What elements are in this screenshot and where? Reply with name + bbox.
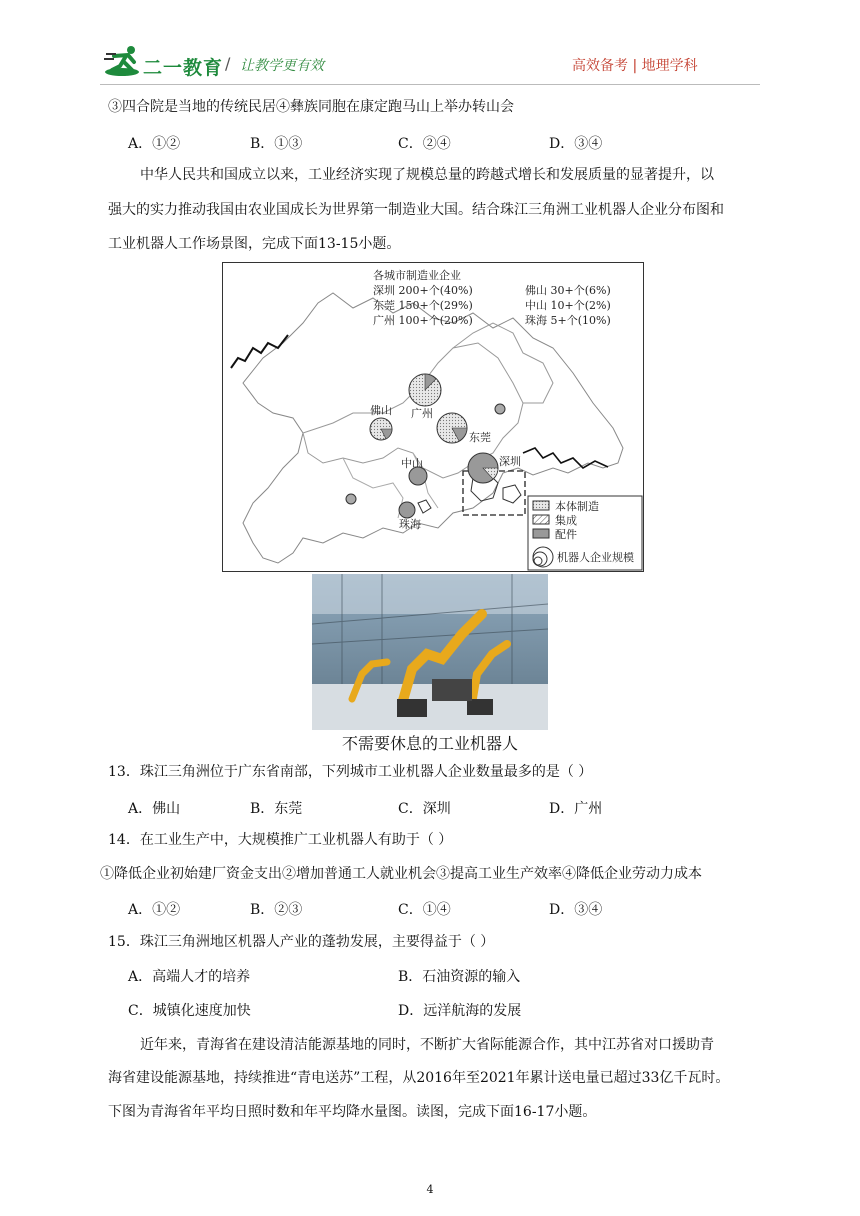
q13-option-c: C．深圳 [398,801,451,817]
q13-option-a: A．佛山 [128,801,181,817]
key-scale: 机器人企业规模 [557,551,634,564]
header-slash: / [225,54,231,73]
city-shenzhen: 深圳 [499,455,521,468]
city-zhongshan: 中山 [401,457,423,470]
header-divider [100,84,760,85]
page-header [0,0,860,86]
city-foshan: 佛山 [370,404,392,417]
key-integration-swatch [533,515,549,524]
legend-row-1-left: 深圳 200+个(40%) [373,284,473,297]
q15-option-b: B．石油资源的输入 [398,969,521,985]
q15-option-d: D．远洋航海的发展 [398,1003,522,1019]
q15-option-c: C．城镇化速度加快 [128,1003,251,1019]
brand-name: 二一教育 [143,57,224,79]
key-parts-swatch [533,529,549,538]
q14-stem: 14．在工业生产中，大规模推广工业机器人有助于（ ） [108,832,453,848]
runner-logo-icon [104,44,144,78]
intro-line-3: 工业机器人工作场景图，完成下面13-15小题。 [108,236,401,252]
q14-option-b: B．②③ [250,902,303,918]
intro-line-1: 中华人民共和国成立以来，工业经济实现了规模总量的跨越式增长和发展质量的显著提升，以 [140,167,714,183]
map-svg [223,263,643,571]
pie-small-east [495,404,505,414]
q14-option-a: A．①② [128,902,181,918]
q15-option-a: A．高端人才的培养 [128,969,251,985]
para2-line-3: 下图为青海省年平均日照时数和年平均降水量图。读图，完成下面16-17小题。 [108,1104,597,1120]
para2-line-1: 近年来，青海省在建设清洁能源基地的同时，不断扩大省际能源合作，其中江苏省对口援助青 [140,1037,714,1053]
q13-stem: 13．珠江三角洲位于广东省南部，下列城市工业机器人企业数量最多的是（ ） [108,764,593,780]
header-subject: 高效备考 | 地理学科 [572,58,698,74]
key-body: 本体制造 [555,500,599,513]
prev-option-a: A．①② [128,136,181,152]
prev-question-items: ③四合院是当地的传统民居④彝族同胞在康定跑马山上举办转山会 [108,99,514,115]
intro-line-2: 强大的实力推动我国由农业国成长为世界第一制造业大国。结合珠江三角洲工业机器人企业分布图和 [108,202,724,218]
q14-option-c: C．①④ [398,902,451,918]
legend-row-3-left: 广州 100+个(20%) [373,314,473,327]
city-guangzhou: 广州 [411,407,433,420]
para2-line-2: 海省建设能源基地，持续推进“青电送苏”工程，从2016年至2021年累计送电量已超过33亿千瓦时。 [108,1070,730,1086]
page-number: 4 [426,1183,434,1196]
prev-option-c: C．②④ [398,136,451,152]
key-body-swatch [533,501,549,510]
key-integration: 集成 [555,514,577,527]
q13-option-b: B．东莞 [250,801,303,817]
city-zhuhai: 珠海 [399,518,421,531]
q15-stem: 15．珠江三角洲地区机器人产业的蓬勃发展，主要得益于（ ） [108,934,495,950]
header-slogan: 让教学更有效 [240,58,324,74]
prd-robot-map [222,262,644,572]
city-dongguan: 东莞 [469,431,491,444]
legend-title: 各城市制造业企业 [373,269,461,282]
photo-caption: 不需要休息的工业机器人 [341,734,518,753]
pie-foshan [370,418,392,440]
legend-row-1-right: 佛山 30+个(6%) [525,284,611,297]
pie-small-west [346,494,356,504]
legend-row-2-left: 东莞 150+个(29%) [373,299,473,312]
robot-photo [312,574,548,730]
legend-row-2-right: 中山 10+个(2%) [525,299,611,312]
q13-option-d: D．广州 [549,801,603,817]
pie-shenzhen [468,453,498,483]
pie-guangzhou [409,374,441,406]
robot-photo-svg [312,574,548,730]
prev-option-b: B．①③ [250,136,303,152]
pie-zhuhai [399,502,415,518]
q14-option-d: D．③④ [549,902,603,918]
q14-items: ①降低企业初始建厂资金支出②增加普通工人就业机会③提高工业生产效率④降低企业劳动力成本 [100,866,702,882]
pie-dongguan [437,413,467,443]
key-parts: 配件 [555,528,577,541]
prev-option-d: D．③④ [549,136,603,152]
legend-row-3-right: 珠海 5+个(10%) [525,314,611,327]
